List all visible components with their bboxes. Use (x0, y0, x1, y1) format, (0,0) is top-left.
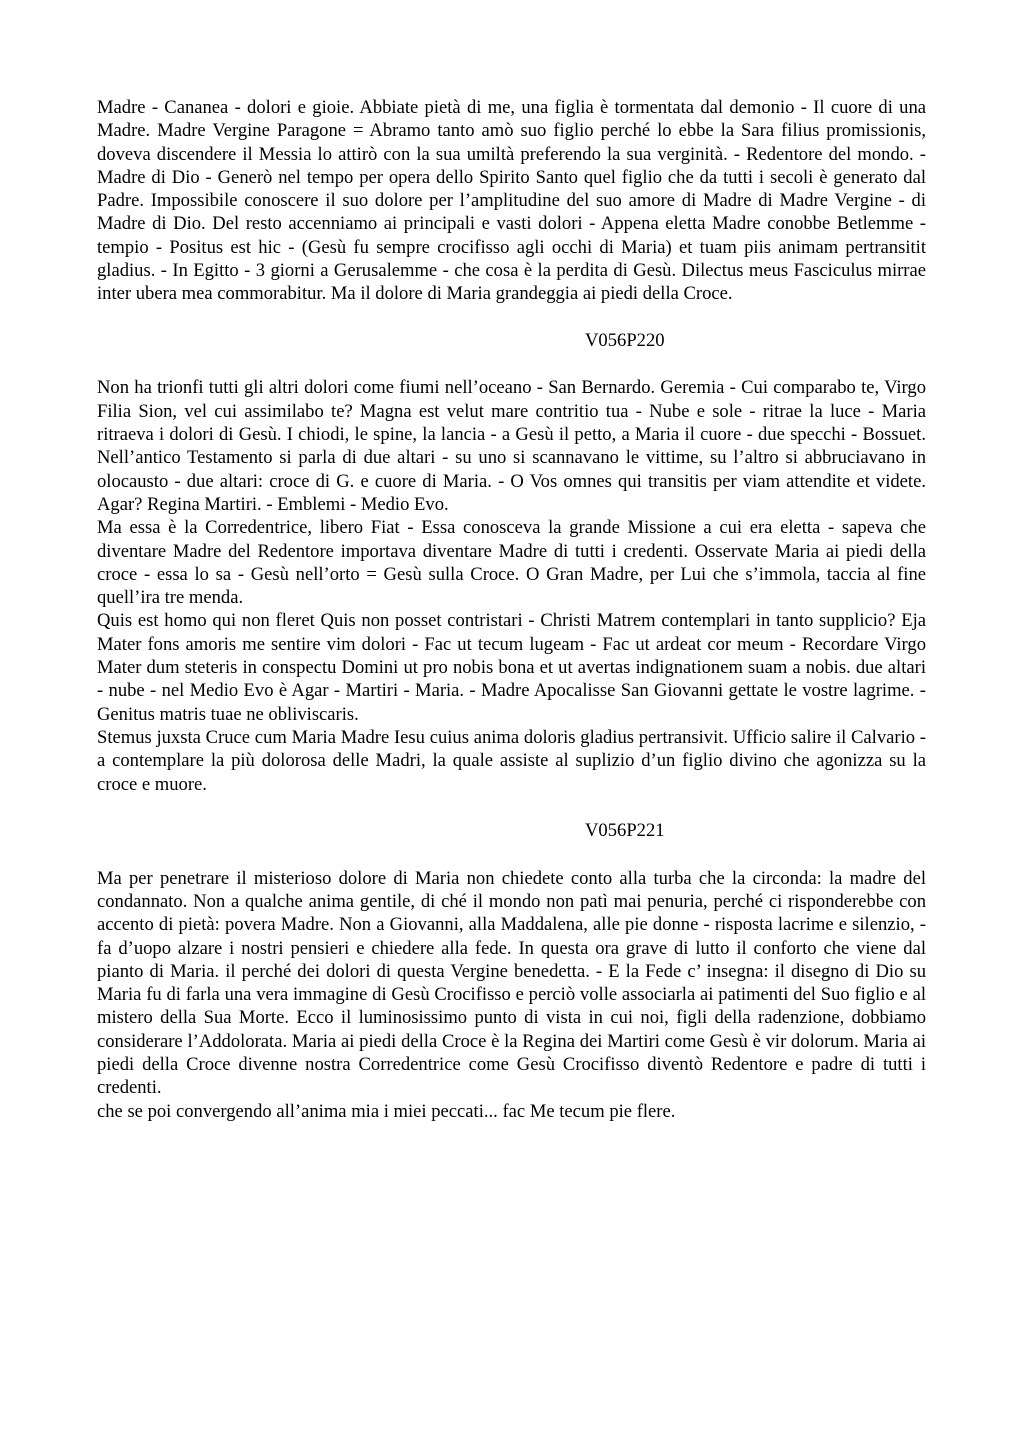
paragraph: Madre - Cananea - dolori e gioie. Abbiate pietà di me, una figlia è tormentata dal demonio - Il cuore di una Madre. Madre Vergine Paragone = Abramo tanto amò suo figlio perché lo ebbe la Sara filius promissionis, doveva discendere il Messia lo attirò con la sua umiltà preferendo la sua verginità. - Redentore del mondo. - Madre di Dio - Generò nel tempo per opera dello Spirito Santo quel figlio che da tutti i secoli è generato dal Padre. Impossibile conoscere il suo dolore per l’amplitudine del suo amore di Madre di Madre Vergine - di Madre di Dio. Del resto accenniamo ai principali e vasti dolori - Appena eletta Madre conobbe Betlemme - tempio - Positus est hic - (Gesù fu sempre crocifisso agli occhi di Maria) et tuam piis animam pertransitit gladius. - In Egitto - 3 giorni a Gerusalemme - che cosa è la perdita di Gesù. Dilectus meus Fasciculus mirrae inter ubera mea commorabitur. Ma il dolore di Maria grandeggia ai piedi della Croce. (97, 97, 926, 305)
paragraph: Ma essa è la Corredentrice, libero Fiat - Essa conosceva la grande Missione a cui era eletta - sapeva che diventare Madre del Redentore importava diventare Madre di tutti i credenti. Osservate Maria ai piedi della croce - essa lo sa - Gesù nell’orto = Gesù sulla Croce. O Gran Madre, per Lui che s’immola, taccia al fine quell’ira tre menda. (97, 517, 926, 609)
paragraph: Ma per penetrare il misterioso dolore di Maria non chiedete conto alla turba che la circonda: la madre del condannato. Non a qualche anima gentile, di ché il mondo non patì mai penuria, perché ci risponderebbe con accento di pietà: povera Madre. Non a Giovanni, alla Maddalena, alle pie donne - risposta lacrime e silenzio, - fa d’uopo alzare i nostri pensieri e chiedere alla fede. In questa ora grave di lutto il conforto che viene dal pianto di Maria. il perché dei dolori di questa Vergine benedetta. - E la Fede c’ insegna: il disegno di Dio su Maria fu di farla una vera immagine di Gesù Crocifisso e perciò volle associarla ai patimenti del Suo figlio e al mistero della Sua Morte. Ecco il luminosissimo punto di vista in cui noi, figli della radenzione, dobbiamo considerare l’Addolorata. Maria ai piedi della Croce è la Regina dei Martiri come Gesù è vir dolorum. Maria ai piedi della Croce divenne nostra Corredentrice come Gesù Crocifisso diventò Redentore e padre di tutti i credenti. (97, 867, 926, 1099)
paragraph: Quis est homo qui non fleret Quis non posset contristari - Christi Matrem contemplari in tanto supplicio? Eja Mater fons amoris me sentire vim dolori - Fac ut tecum lugeam - Fac ut ardeat cor meum - Recordare Virgo Mater dum steteris in conspectu Domini ut pro nobis bona et ut avertas indignationem suam a nobis. due altari - nube - nel Medio Evo è Agar - Martiri - Maria. - Madre Apocalisse San Giovanni gettate le vostre lagrime. - Genitus matris tuae ne obliviscaris. (97, 610, 926, 725)
document-page (97, 96, 926, 1123)
paragraph: Stemus juxsta Cruce cum Maria Madre Iesu cuius anima doloris gladius pertransivit. Ufficio salire il Calvario - a contemplare la più dolorosa delle Madri, la quale assiste al suplizio d’un figlio divino che agonizza su la croce e muore. (97, 726, 926, 795)
paragraph: Non ha trionfi tutti gli altri dolori come fiumi nell’oceano - San Bernardo. Geremia - Cui comparabo te, Virgo Filia Sion, vel cui assimilabo te? Magna est velut mare contritio tua - Nube e sole - ritrae la luce - Maria ritraeva i dolori di Gesù. I chiodi, le spine, la lancia - a Gesù il petto, a Maria il cuore - due specchi - Bossuet. Nell’antico Testamento si parla di due altari - su uno si scannavano le vittime, su l’altro si abbruciavano in olocausto - due altari: croce di G. e cuore di Maria. - O Vos omnes qui transitis per viam attendite et videte. Agar? Regina Martiri. - Emblemi - Medio Evo. (97, 377, 926, 515)
page-marker: V056P220 (585, 330, 665, 352)
page-marker: V056P221 (585, 820, 665, 842)
paragraph: che se poi convergendo all’anima mia i miei peccati... fac Me tecum pie flere. (97, 1100, 676, 1122)
